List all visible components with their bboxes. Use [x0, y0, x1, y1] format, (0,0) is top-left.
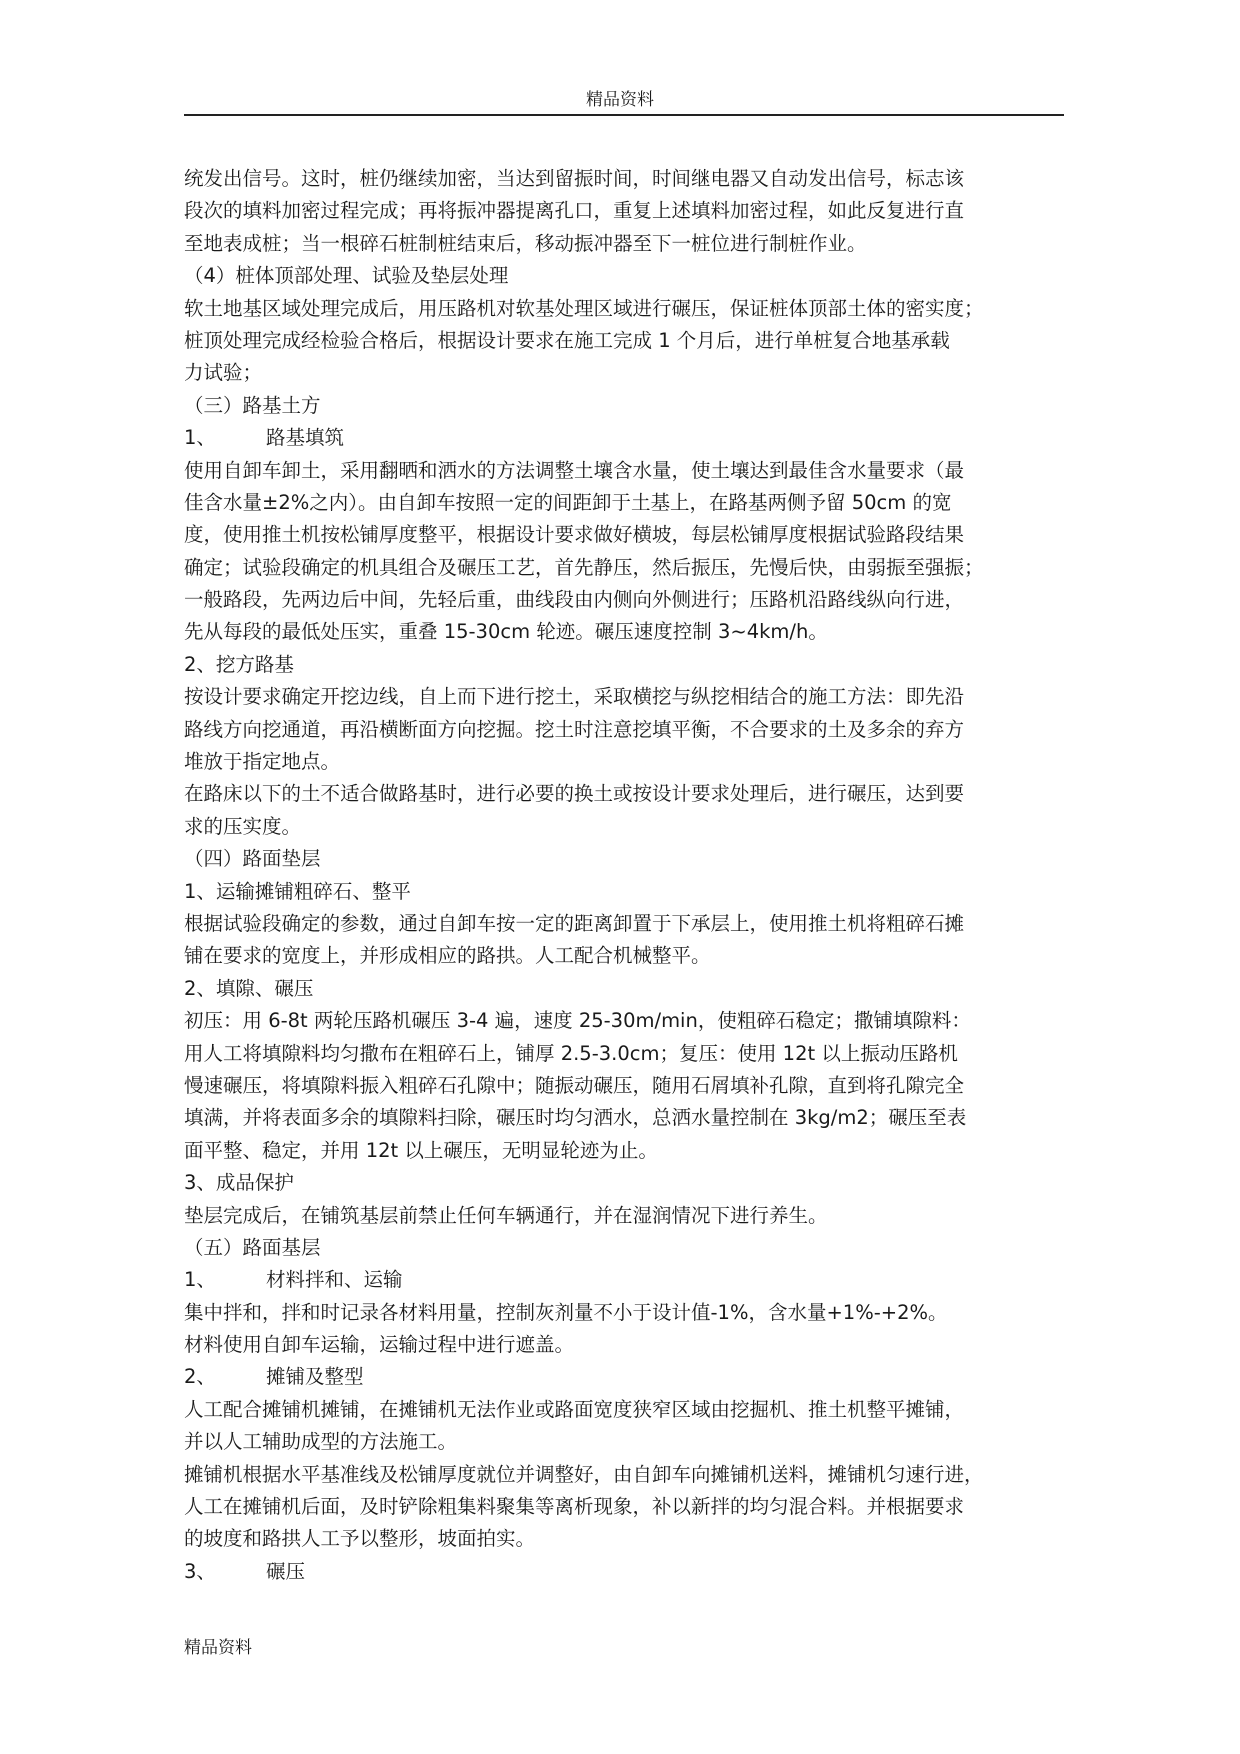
text-line [184, 1556, 1084, 1588]
text-line: 佳含水量±2%之内）。由自卸车按照一定的间距卸于土基上，在路基两侧予留 50cm 的宽 [184, 490, 952, 514]
text-line: 度，使用推土机按松铺厚度整平，根据设计要求做好横坡，每层松铺厚度根据试验路段结果 [184, 523, 965, 547]
text-line: 用人工将填隙料均匀撒布在粗碎石上，铺厚 2.5-3.0cm；复压：使用 12t 以上振动压路机 [184, 1041, 958, 1065]
text-line [184, 1361, 1084, 1393]
text-line: 至地表成桩；当一根碎石桩制桩结束后，移动振冲器至下一桩位进行制桩作业。 [184, 231, 867, 255]
text-line: 并以人工辅助成型的方法施工。 [184, 1430, 458, 1454]
text-line: 堆放于指定地点。 [184, 750, 341, 774]
text-line: 桩顶处理完成经检验合格后，根据设计要求在施工完成 1 个月后，进行单桩复合地基承载 [184, 328, 950, 352]
text-line: 在路床以下的土不适合做路基时，进行必要的换土或按设计要求处理后，进行碾压，达到要 [184, 782, 965, 806]
item-heading: 路基填筑 [266, 426, 345, 450]
item-heading: 碾压 [266, 1559, 306, 1583]
item-number: 1、 [184, 1268, 216, 1292]
text-line: 一般路段，先两边后中间，先轻后重，曲线段由内侧向外侧进行；压路机沿路线纵向行进， [184, 588, 965, 612]
text-line: 先从每段的最低处压实，重叠 15-30cm 轮迹。碾压速度控制 3~4km/h。 [184, 620, 828, 644]
text-line [184, 1264, 1084, 1296]
item-number: 2、 [184, 1365, 216, 1389]
text-line: 根据试验段确定的参数，通过自卸车按一定的距离卸置于下承层上，使用推土机将粗碎石摊 [184, 911, 965, 935]
text-line: 材料使用自卸车运输，运输过程中进行遮盖。 [184, 1333, 575, 1357]
text-line: （三）路基土方 [184, 393, 321, 417]
text-line: （4）桩体顶部处理、试验及垫层处理 [184, 264, 509, 288]
text-line: （四）路面垫层 [184, 847, 321, 871]
item-heading: 材料拌和、运输 [266, 1268, 403, 1292]
text-line: 1、运输摊铺粗碎石、整平 [184, 879, 411, 903]
text-line: 人工在摊铺机后面，及时铲除粗集料聚集等离析现象，补以新拌的均匀混合料。并根据要求 [184, 1495, 965, 1519]
text-line: 人工配合摊铺机摊铺，在摊铺机无法作业或路面宽度狭窄区域由挖掘机、推土机整平摊铺， [184, 1397, 965, 1421]
text-line: 垫层完成后，在铺筑基层前禁止任何车辆通行，并在湿润情况下进行养生。 [184, 1203, 828, 1227]
page-header-title: 精品资料 [586, 90, 654, 110]
text-line: 面平整、稳定，并用 12t 以上碾压，无明显轮迹为止。 [184, 1138, 658, 1162]
text-line: 2、填隙、碾压 [184, 976, 314, 1000]
text-line: 的坡度和路拱人工予以整形，坡面拍实。 [184, 1527, 536, 1551]
text-line: 初压：用 6-8t 两轮压路机碾压 3-4 遍，速度 25-30m/min，使粗碎石稳定；撒铺填隙料： [184, 1009, 971, 1033]
document-body [184, 163, 1084, 1588]
page-footer-title: 精品资料 [184, 1638, 252, 1658]
text-line: 确定；试验段确定的机具组合及碾压工艺，首先静压，然后振压，先慢后快，由弱振至强振； [184, 555, 984, 579]
item-number: 1、 [184, 426, 216, 450]
text-line: 段次的填料加密过程完成；再将振冲器提离孔口，重复上述填料加密过程，如此反复进行直 [184, 199, 965, 223]
text-line: 摊铺机根据水平基准线及松铺厚度就位并调整好，由自卸车向摊铺机送料，摊铺机匀速行进， [184, 1462, 984, 1486]
text-line: 2、挖方路基 [184, 652, 294, 676]
text-line: 力试验； [184, 361, 263, 385]
text-line: 3、成品保护 [184, 1171, 294, 1195]
text-line: 慢速碾压，将填隙料振入粗碎石孔隙中；随振动碾压，随用石屑填补孔隙，直到将孔隙完全 [184, 1073, 965, 1097]
text-line: 使用自卸车卸土，采用翻晒和洒水的方法调整土壤含水量，使土壤达到最佳含水量要求（最 [184, 458, 965, 482]
text-line: （五）路面基层 [184, 1235, 321, 1259]
text-line: 铺在要求的宽度上，并形成相应的路拱。人工配合机械整平。 [184, 944, 711, 968]
text-line: 按设计要求确定开挖边线，自上而下进行挖土，采取横挖与纵挖相结合的施工方法：即先沿 [184, 685, 965, 709]
text-line: 路线方向挖通道，再沿横断面方向挖掘。挖土时注意挖填平衡，不合要求的土及多余的弃方 [184, 717, 965, 741]
text-line: 集中拌和，拌和时记录各材料用量，控制灰剂量不小于设计值-1%，含水量+1%-+2%。 [184, 1300, 948, 1324]
text-line [184, 422, 1084, 454]
text-line: 填满，并将表面多余的填隙料扫除，碾压时均匀洒水，总洒水量控制在 3kg/m2；碾压至表 [184, 1106, 967, 1130]
header-divider [184, 114, 1064, 116]
item-heading: 摊铺及整型 [266, 1365, 364, 1389]
text-line: 统发出信号。这时，桩仍继续加密，当达到留振时间，时间继电器又自动发出信号，标志该 [184, 167, 965, 190]
text-line: 求的压实度。 [184, 814, 302, 838]
item-number: 3、 [184, 1559, 216, 1583]
text-line: 软土地基区域处理完成后，用压路机对软基处理区域进行碾压，保证桩体顶部土体的密实度； [184, 296, 984, 320]
